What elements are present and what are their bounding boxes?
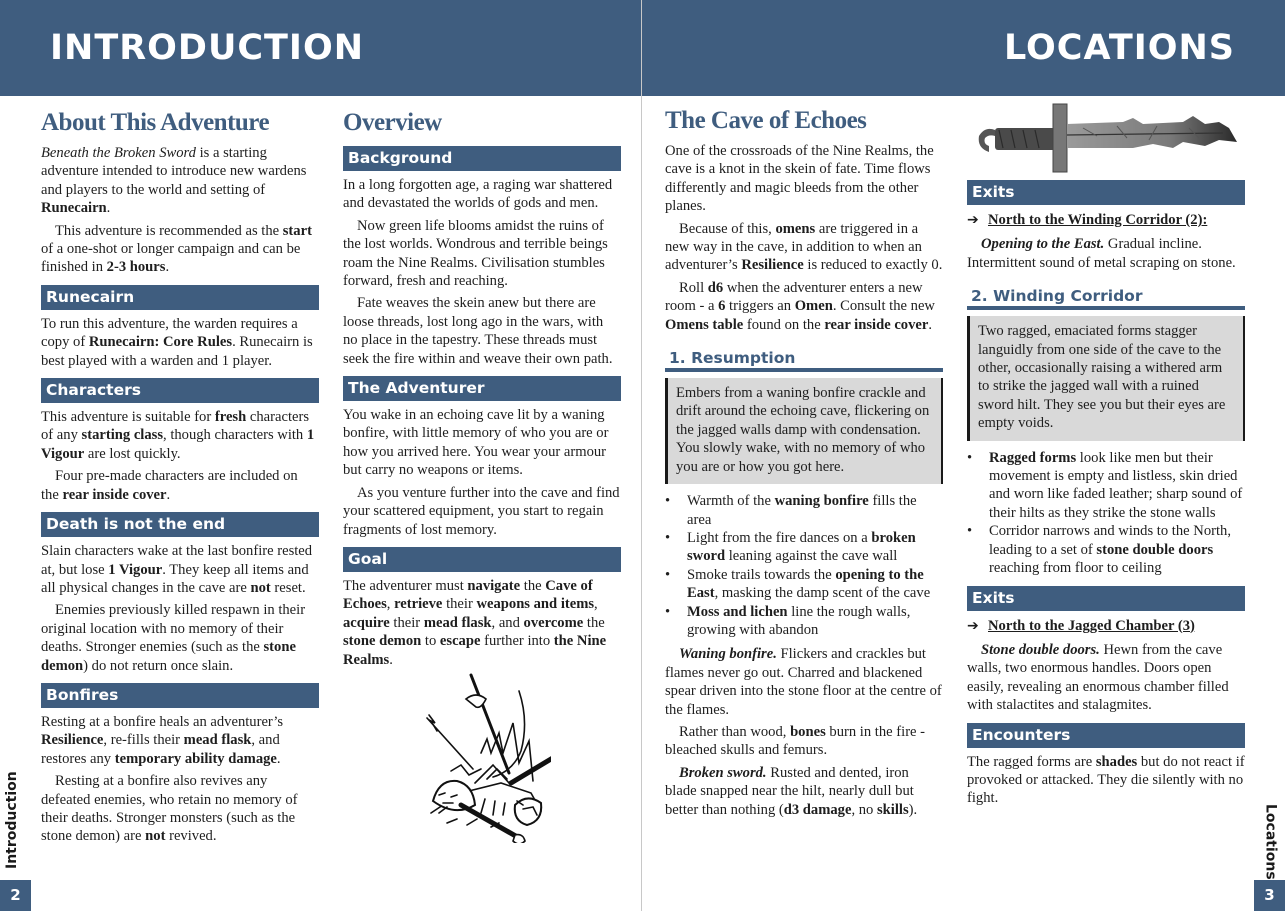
paragraph: Rather than wood, bones burn in the fire - bleached skulls and femurs.	[665, 723, 926, 759]
paragraph: Beneath the Broken Sword is a starting adventure intended to introduce new wardens and players to the world and setting of Runecairn.	[41, 145, 307, 217]
heading-about: About This Adventure	[41, 109, 270, 136]
exit-link-jagged-chamber[interactable]: ➔ North to the Jagged Chamber (3)	[967, 617, 1195, 634]
paragraph: The ragged forms are shades but do not react if provoked or attacked. They die silently with no fight.	[967, 753, 1245, 807]
page-introduction	[0, 0, 641, 911]
section-heading-encounters: Encounters	[967, 723, 1245, 748]
list-item: • Smoke trails towards the opening to the East, masking the damp scent of the cave	[665, 566, 943, 603]
exit-link-winding-corridor[interactable]: ➔ North to the Winding Corridor (2):	[967, 212, 1208, 228]
broken-sword-illustration	[973, 102, 1243, 176]
paragraph: This adventure is suitable for fresh characters of any starting class, though characters with 1 Vigour are lost quickly.	[41, 409, 315, 462]
paragraph: Roll d6 when the adventurer enters a new room - a 6 triggers an Omen. Consult the new Omens table found on the rear inside cover.	[665, 279, 935, 333]
room-heading-winding-corridor: 2. Winding Corridor	[967, 286, 1245, 310]
column-overview	[343, 108, 621, 843]
list-item: • Warmth of the waning bonfire fills the area	[665, 492, 943, 529]
paragraph: Resting at a bonfire heals an adventurer’s Resilience, re-fills their mead flask, and restores any temporary ability damage.	[41, 713, 284, 767]
list-item: • Corridor narrows and winds to the North, leading to a set of stone double doors reaching from floor to ceiling	[967, 522, 1245, 577]
page-number: 3	[1254, 880, 1285, 911]
paragraph: Enemies previously killed respawn in their original location with no memory of their deaths. Stronger enemies (such as the stone demon) do not return once slain.	[41, 602, 306, 674]
paragraph: Four pre-made characters are included on the rear inside cover.	[41, 468, 298, 503]
read-aloud-box: Two ragged, emaciated forms stagger languidly from one side of the cave to the other, occasionally raising a withered arm to strike the jagged wall with a ruined sword hilt. They see you but their eyes are empty voids.	[967, 316, 1245, 440]
side-tab-label: Introduction	[4, 771, 20, 869]
side-tab-label: Locations	[1263, 804, 1279, 880]
chapter-banner	[0, 0, 641, 96]
section-heading-bonfires: Bonfires	[41, 683, 319, 708]
chapter-title: LOCATIONS	[1003, 28, 1235, 68]
heading-cave-of-echoes: The Cave of Echoes	[665, 107, 867, 134]
list-item: • Ragged forms look like men but their movement is empty and listless, skin dried and worn like faded leather; sharp sound of their hilts as they strike the stone walls	[967, 449, 1245, 523]
paragraph: In a long forgotten age, a raging war shattered and devastated the worlds of gods and men.	[343, 177, 613, 212]
arrow-right-icon: ➔	[967, 212, 979, 228]
list-item: • Moss and lichen line the rough walls, growing with abandon	[665, 603, 943, 640]
paragraph: This adventure is recommended as the start of a one-shot or longer campaign and can be finished in 2-3 hours.	[41, 222, 312, 276]
paragraph: Now green life blooms amidst the ruins of the lost worlds. Wondrous and terrible beings roam the Nine Realms. Civilisation stumbles forward, fresh and reaching.	[343, 217, 608, 290]
paragraph: Slain characters wake at the last bonfire rested at, but lose 1 Vigour. They keep all items and all physical changes in the cave are not reset.	[41, 543, 313, 596]
paragraph: As you venture further into the cave and find your scattered equipment, you start to regain fragments of lost memory.	[343, 484, 620, 538]
section-heading-background: Background	[343, 146, 621, 171]
paragraph: To run this adventure, the warden requires a copy of Runecairn: Core Rules. Runecairn is best played with a warden and 1 player.	[41, 315, 313, 369]
heading-overview: Overview	[343, 109, 442, 136]
paragraph: Broken sword. Rusted and dented, iron blade snapped near the hilt, nearly dull but better than nothing (d3 damage, no skills).	[665, 764, 918, 818]
chapter-banner	[642, 0, 1285, 96]
paragraph: The adventurer must navigate the Cave of Echoes, retrieve their weapons and items, acquire their mead flask, and overcome the stone demon to escape further into the Nine Realms.	[343, 577, 607, 668]
paragraph: Opening to the East. Gradual incline. Intermittent sound of metal scraping on stone.	[967, 236, 1236, 271]
section-heading-characters: Characters	[41, 378, 319, 403]
section-heading-exits: Exits	[967, 586, 1245, 611]
room-bullet-list	[967, 449, 1245, 578]
page-number: 2	[0, 880, 31, 911]
paragraph: Fate weaves the skein anew but there are loose threads, lost long ago in the wars, with no place in the tapestry. These threads must seek the fire within and weave their own path.	[343, 295, 613, 367]
room-heading-resumption: 1. Resumption	[665, 348, 943, 372]
paragraph: Waning bonfire. Flickers and crackles but flames never go out. Charred and blackened spear driven into the stone floor at the centre of the flames.	[665, 646, 942, 718]
paragraph: Resting at a bonfire also revives any defeated enemies, who retain no memory of their deaths. Stronger monsters (such as the stone demon) are not revived.	[41, 773, 298, 845]
paragraph: You wake in an echoing cave lit by a waning bonfire, with little memory of who you are or how you arrived here. You wear your armour but carry no weapons or items.	[343, 407, 609, 479]
room-bullet-list	[665, 492, 943, 639]
page-locations	[642, 0, 1285, 911]
arrow-right-icon: ➔	[967, 617, 979, 634]
paragraph: Stone double doors. Hewn from the cave walls, two enormous handles. Doors open easily, revealing an enormous chamber filled with stalactites and stalagmites.	[967, 641, 1229, 714]
column-corridor	[967, 102, 1245, 812]
section-heading-runecairn: Runecairn	[41, 285, 319, 310]
bonfire-illustration	[411, 673, 551, 843]
column-about	[41, 108, 319, 850]
list-item: • Light from the fire dances on a broken sword leaning against the cave wall	[665, 529, 943, 566]
read-aloud-box: Embers from a waning bonfire crackle and drift around the echoing cave, flickering on the jagged walls damp with condensation. You slowly wake, with no memory of who you are or how you got here.	[665, 378, 943, 484]
section-heading-exits: Exits	[967, 180, 1245, 205]
chapter-title: INTRODUCTION	[50, 28, 364, 68]
section-heading-death: Death is not the end	[41, 512, 319, 537]
paragraph: Because of this, omens are triggered in a new way in the cave, in addition to when an adventurer’s Resilience is reduced to exactly 0.	[665, 220, 943, 274]
paragraph: One of the crossroads of the Nine Realms, the cave is a knot in the skein of fate. Time flows differently and magic bleeds from the other planes.	[665, 143, 934, 215]
section-heading-goal: Goal	[343, 547, 621, 572]
section-heading-adventurer: The Adventurer	[343, 376, 621, 401]
column-cave	[665, 106, 943, 823]
